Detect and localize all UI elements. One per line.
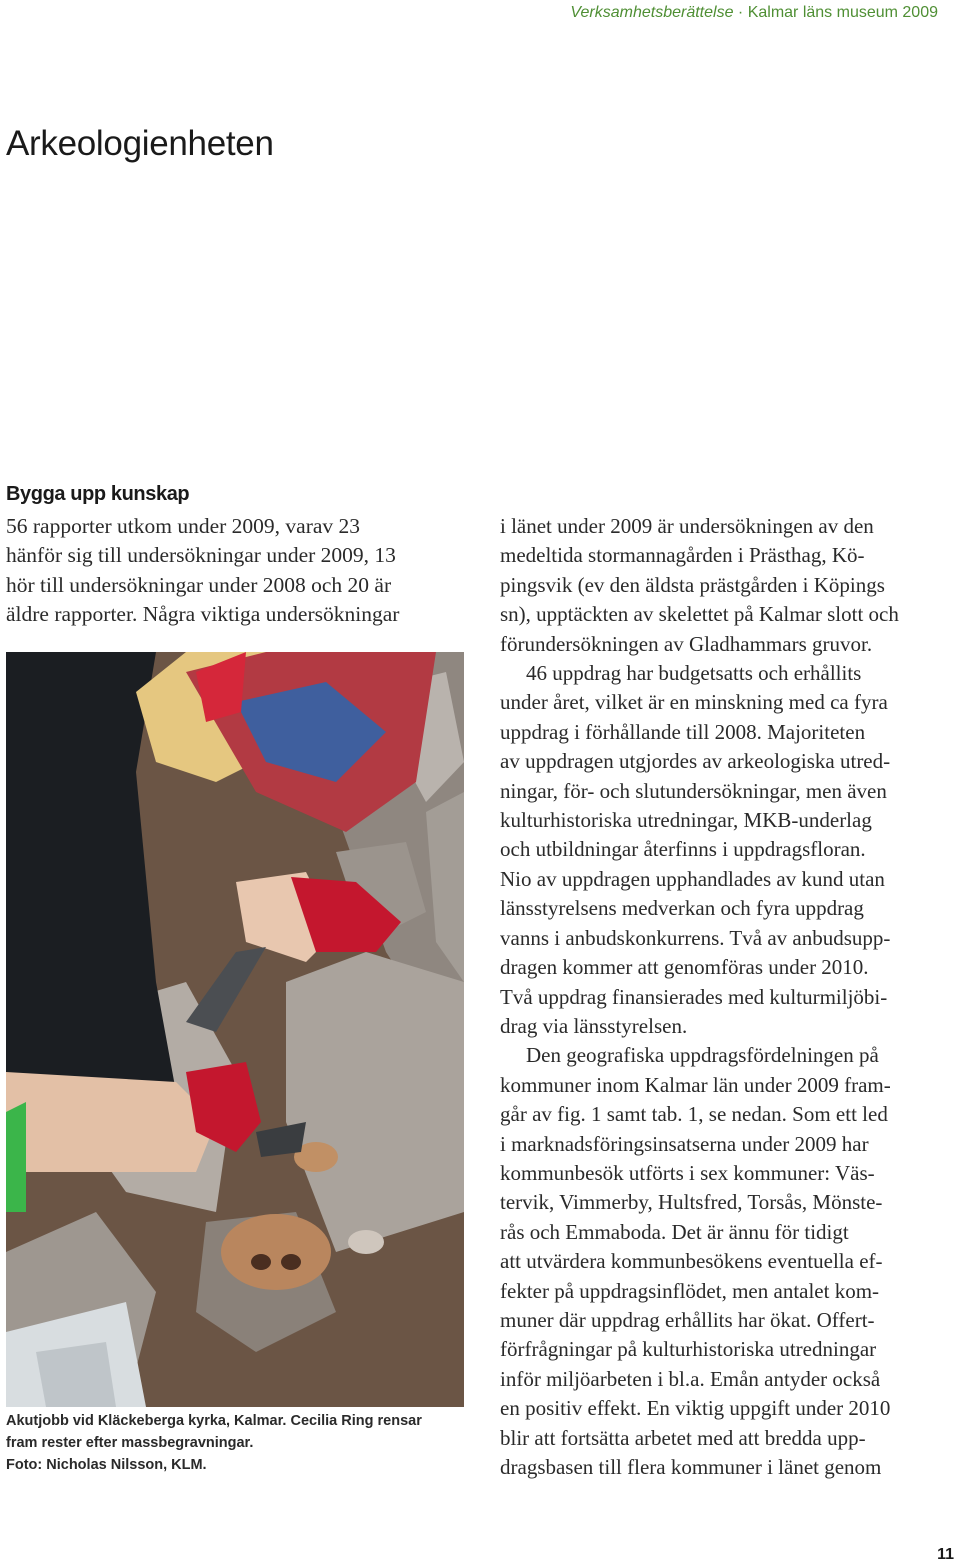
text-line: en positiv effekt. En viktig uppgift under 2010 [500, 1396, 891, 1421]
text-line: hänför sig till undersökningar under 2009, 13 [6, 543, 396, 568]
text-line: 56 rapporter utkom under 2009, varav 23 [6, 514, 361, 538]
text-line: under året, vilket är en minskning med ca fyra [500, 690, 888, 715]
document-title: Verksamhetsberättelse [570, 4, 734, 21]
header-separator: · [733, 4, 748, 21]
text-line: ningar, för- och slutundersökningar, men även [500, 778, 887, 803]
caption-line: fram rester efter massbegravningar. [6, 1435, 254, 1451]
text-line: 46 uppdrag har budgetsatts och erhållits [526, 661, 862, 686]
excavation-photo-illustration [6, 652, 464, 1407]
text-line: länsstyrelsens medverkan och fyra uppdrag [500, 896, 864, 921]
text-line: äldre rapporter. Några viktiga undersökningar [6, 601, 400, 626]
organisation-year: Kalmar läns museum 2009 [747, 4, 938, 21]
text-line: vanns i anbudskonkurrens. Två av anbudsupp- [500, 925, 891, 950]
text-line: Två uppdrag finansierades med kulturmiljöbi- [500, 984, 888, 1009]
text-line: drag via länsstyrelsen. [500, 1013, 688, 1038]
text-line: Den geografiska uppdragsfördelningen på [526, 1043, 879, 1068]
photo-caption [6, 1410, 476, 1476]
text-line: i marknadsföringsinsatserna under 2009 har [500, 1131, 869, 1156]
caption-line: Akutjobb vid Kläckeberga kyrka, Kalmar. Cecilia Ring rensar [6, 1413, 422, 1429]
text-line: går av fig. 1 samt tab. 1, se nedan. Som ett led [500, 1102, 888, 1127]
text-line: att utvärdera kommunbesökens eventuella ef- [500, 1249, 883, 1274]
text-line: pingsvik (ev den äldsta prästgården i Köpings [500, 572, 885, 597]
text-line: inför miljöarbeten i bl.a. Emån antyder också [500, 1366, 881, 1391]
page-title: Arkeologienheten [6, 124, 274, 163]
left-column-text [6, 512, 466, 629]
photo-credit: Foto: Nicholas Nilsson, KLM. [6, 1457, 207, 1473]
page-number: 11 [937, 1546, 954, 1563]
text-line: kommunbesök utförts i sex kommuner: Väs- [500, 1160, 875, 1185]
text-line: sn), upptäckten av skelettet på Kalmar slott och [500, 602, 899, 627]
text-line: fekter på uppdragsinflödet, men antalet kom- [500, 1278, 880, 1303]
text-line: muner där uppdrag erhållits har ökat. Offert- [500, 1307, 875, 1332]
text-line: rås och Emmaboda. Det är ännu för tidigt [500, 1219, 849, 1244]
text-line: förundersökningen av Gladhammars gruvor. [500, 631, 873, 656]
excavation-photo [6, 652, 464, 1407]
text-line: dragsbasen till flera kommuner i länet genom [500, 1455, 882, 1479]
text-line: medeltida stormannagården i Prästhag, Kö- [500, 543, 865, 568]
text-line: kulturhistoriska utredningar, MKB-underlag [500, 808, 872, 833]
text-line: dragen kommer att genomföras under 2010. [500, 955, 869, 980]
text-line: av uppdragen utgjordes av arkeologiska utred- [500, 749, 891, 774]
section-heading: Bygga upp kunskap [6, 483, 190, 505]
text-line: kommuner inom Kalmar län under 2009 fram- [500, 1072, 891, 1097]
text-line: uppdrag i förhållande till 2008. Majoriteten [500, 719, 866, 744]
running-header [570, 4, 938, 22]
text-line: i länet under 2009 är undersökningen av den [500, 514, 874, 538]
text-line: hör till undersökningar under 2008 och 20 är [6, 572, 392, 597]
text-line: förfrågningar på kulturhistoriska utredningar [500, 1337, 877, 1362]
text-line: blir att fortsätta arbetet med att bredda upp- [500, 1425, 866, 1450]
right-column-text [500, 512, 960, 1482]
text-line: Nio av uppdragen upphandlades av kund utan [500, 866, 885, 891]
text-line: tervik, Vimmerby, Hultsfred, Torsås, Mönste- [500, 1190, 883, 1215]
text-line: och utbildningar återfinns i uppdragsfloran. [500, 837, 866, 862]
